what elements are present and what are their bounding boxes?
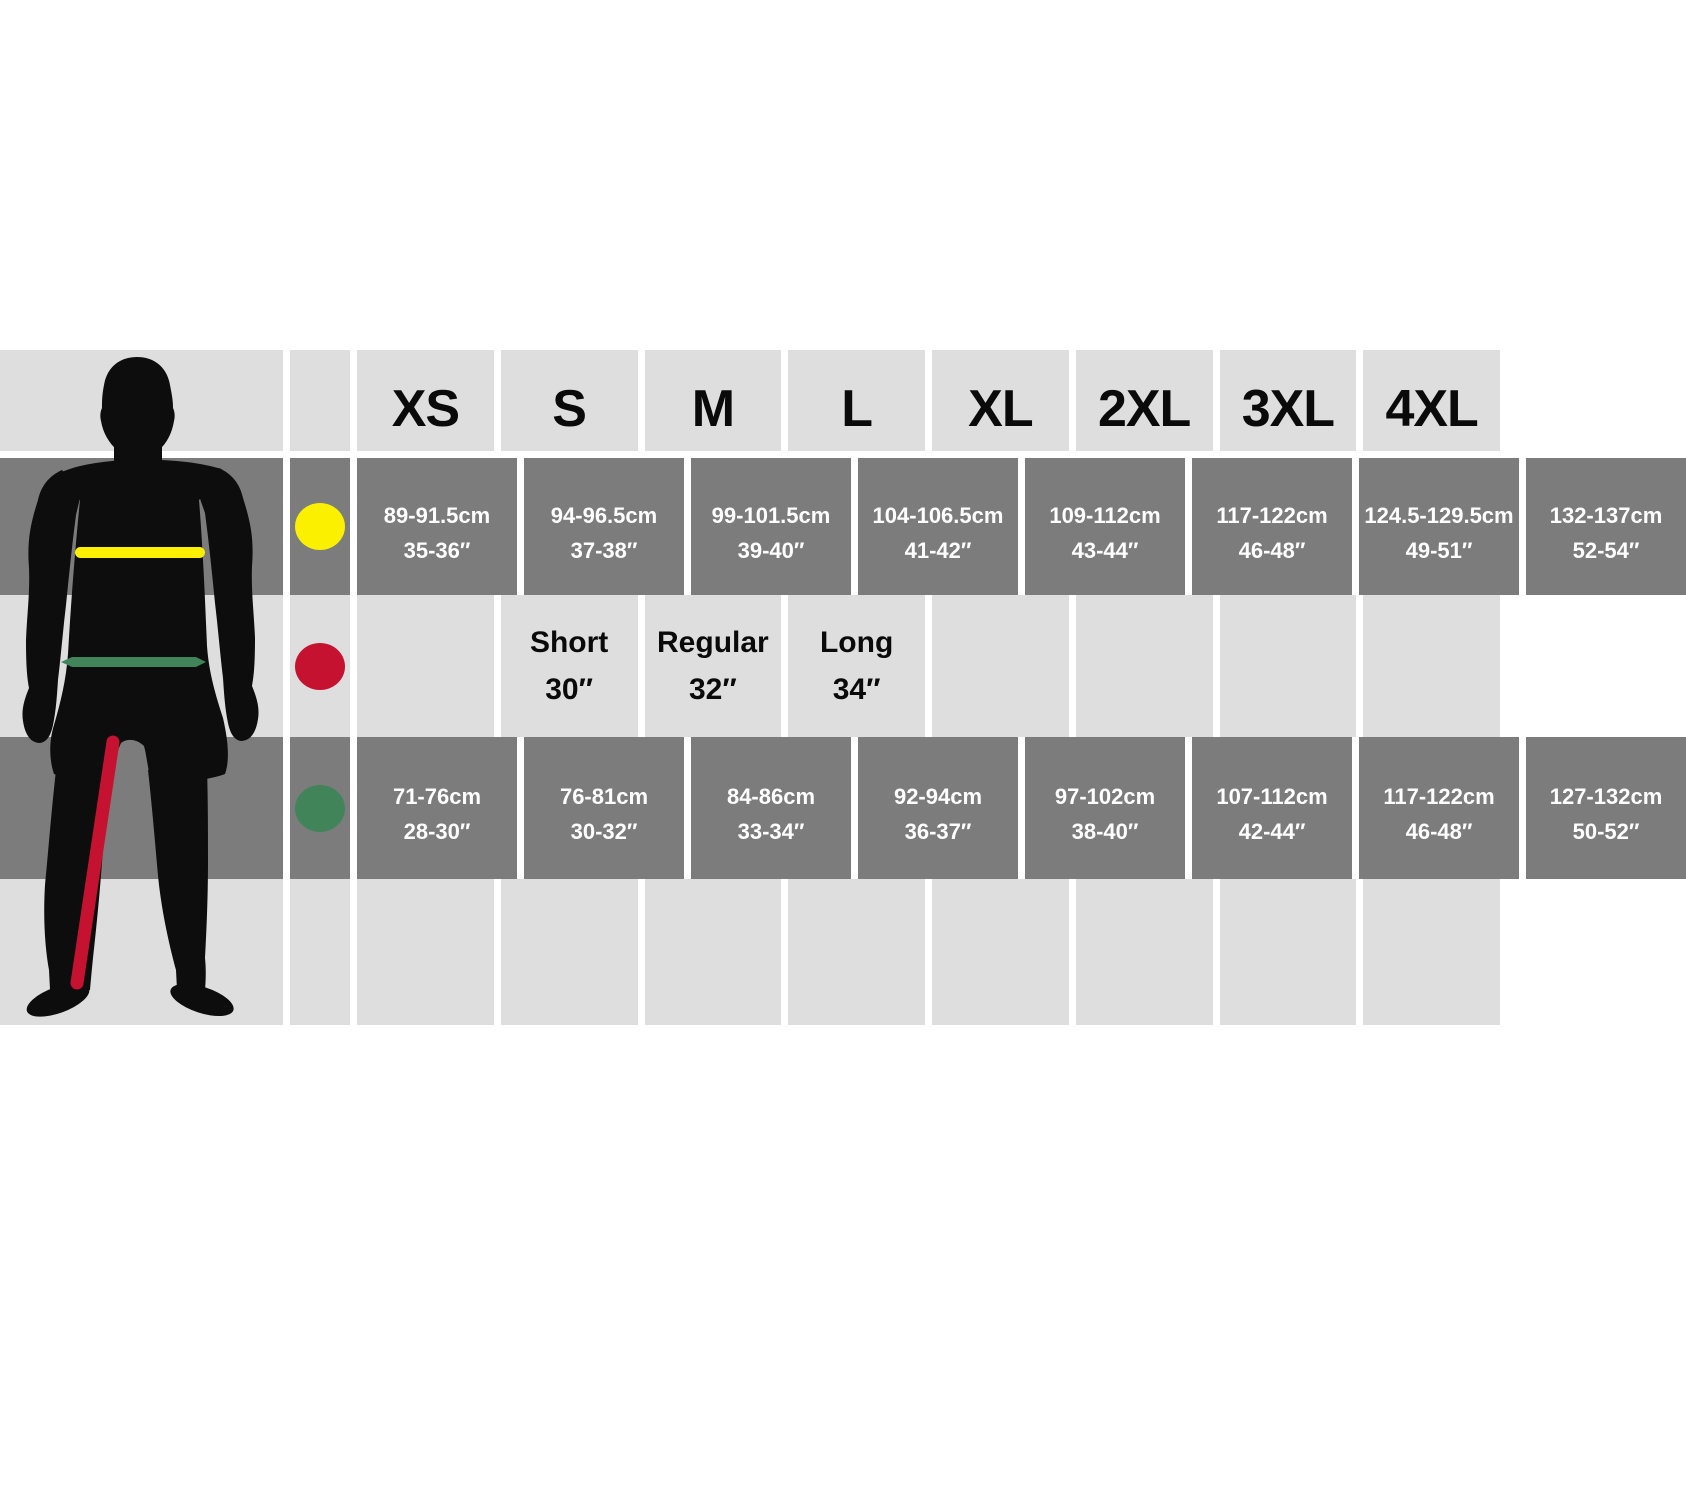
figure-panel-waist-band	[0, 737, 283, 879]
inside-leg-indicator-cell	[290, 595, 350, 737]
chest-value-3xl: 124.5-129.5cm 49-51″	[1359, 458, 1519, 595]
chest-value-xl: 109-112cm 43-44″	[1025, 458, 1185, 595]
chest-value-l: 104-106.5cm 41-42″	[858, 458, 1018, 595]
size-header-l: L	[788, 350, 925, 451]
inside-leg-row	[0, 595, 1500, 737]
size-header-3xl: 3XL	[1220, 350, 1357, 451]
waist-row	[0, 737, 1663, 879]
chest-value-m: 99-101.5cm 39-40″	[691, 458, 851, 595]
figure-panel-header	[0, 350, 283, 451]
chest-row	[0, 458, 1663, 595]
chest-dot-icon	[295, 503, 345, 550]
waist-indicator-cell	[290, 737, 350, 879]
waist-value-3xl: 117-122cm 46-48″	[1359, 737, 1519, 879]
size-header-2xl: 2XL	[1076, 350, 1213, 451]
chest-indicator-cell	[290, 458, 350, 595]
chest-value-4xl: 132-137cm 52-54″	[1526, 458, 1686, 595]
size-header-xs: XS	[357, 350, 494, 451]
waist-value-2xl: 107-112cm 42-44″	[1192, 737, 1352, 879]
inside-leg-value-xs	[357, 595, 494, 737]
waist-value-4xl: 127-132cm 50-52″	[1526, 737, 1686, 879]
inside-leg-value-m: Regular 32″	[645, 595, 782, 737]
figure-panel-chest-band	[0, 458, 283, 595]
indicator-column-header	[290, 350, 350, 451]
size-chart-table	[0, 350, 1663, 1025]
inside-leg-dot-icon	[295, 643, 345, 690]
chest-value-xs: 89-91.5cm 35-36″	[357, 458, 517, 595]
waist-value-s: 76-81cm 30-32″	[524, 737, 684, 879]
inside-leg-value-xl	[932, 595, 1069, 737]
waist-dot-icon	[295, 785, 345, 832]
waist-value-m: 84-86cm 33-34″	[691, 737, 851, 879]
bottom-empty-row	[0, 879, 1500, 1025]
inside-leg-value-3xl	[1220, 595, 1357, 737]
inside-leg-value-2xl	[1076, 595, 1213, 737]
size-header-4xl: 4XL	[1363, 350, 1500, 451]
size-header-s: S	[501, 350, 638, 451]
figure-panel-bottom-band	[0, 879, 283, 1025]
chest-value-s: 94-96.5cm 37-38″	[524, 458, 684, 595]
inside-leg-value-s: Short 30″	[501, 595, 638, 737]
waist-value-xs: 71-76cm 28-30″	[357, 737, 517, 879]
figure-panel-leg-band	[0, 595, 283, 737]
waist-value-l: 92-94cm 36-37″	[858, 737, 1018, 879]
waist-value-xl: 97-102cm 38-40″	[1025, 737, 1185, 879]
inside-leg-value-l: Long 34″	[788, 595, 925, 737]
header-divider	[0, 451, 1500, 458]
size-header-m: M	[645, 350, 782, 451]
size-header-xl: XL	[932, 350, 1069, 451]
inside-leg-value-4xl	[1363, 595, 1500, 737]
header-row	[0, 350, 1500, 451]
chest-value-2xl: 117-122cm 46-48″	[1192, 458, 1352, 595]
